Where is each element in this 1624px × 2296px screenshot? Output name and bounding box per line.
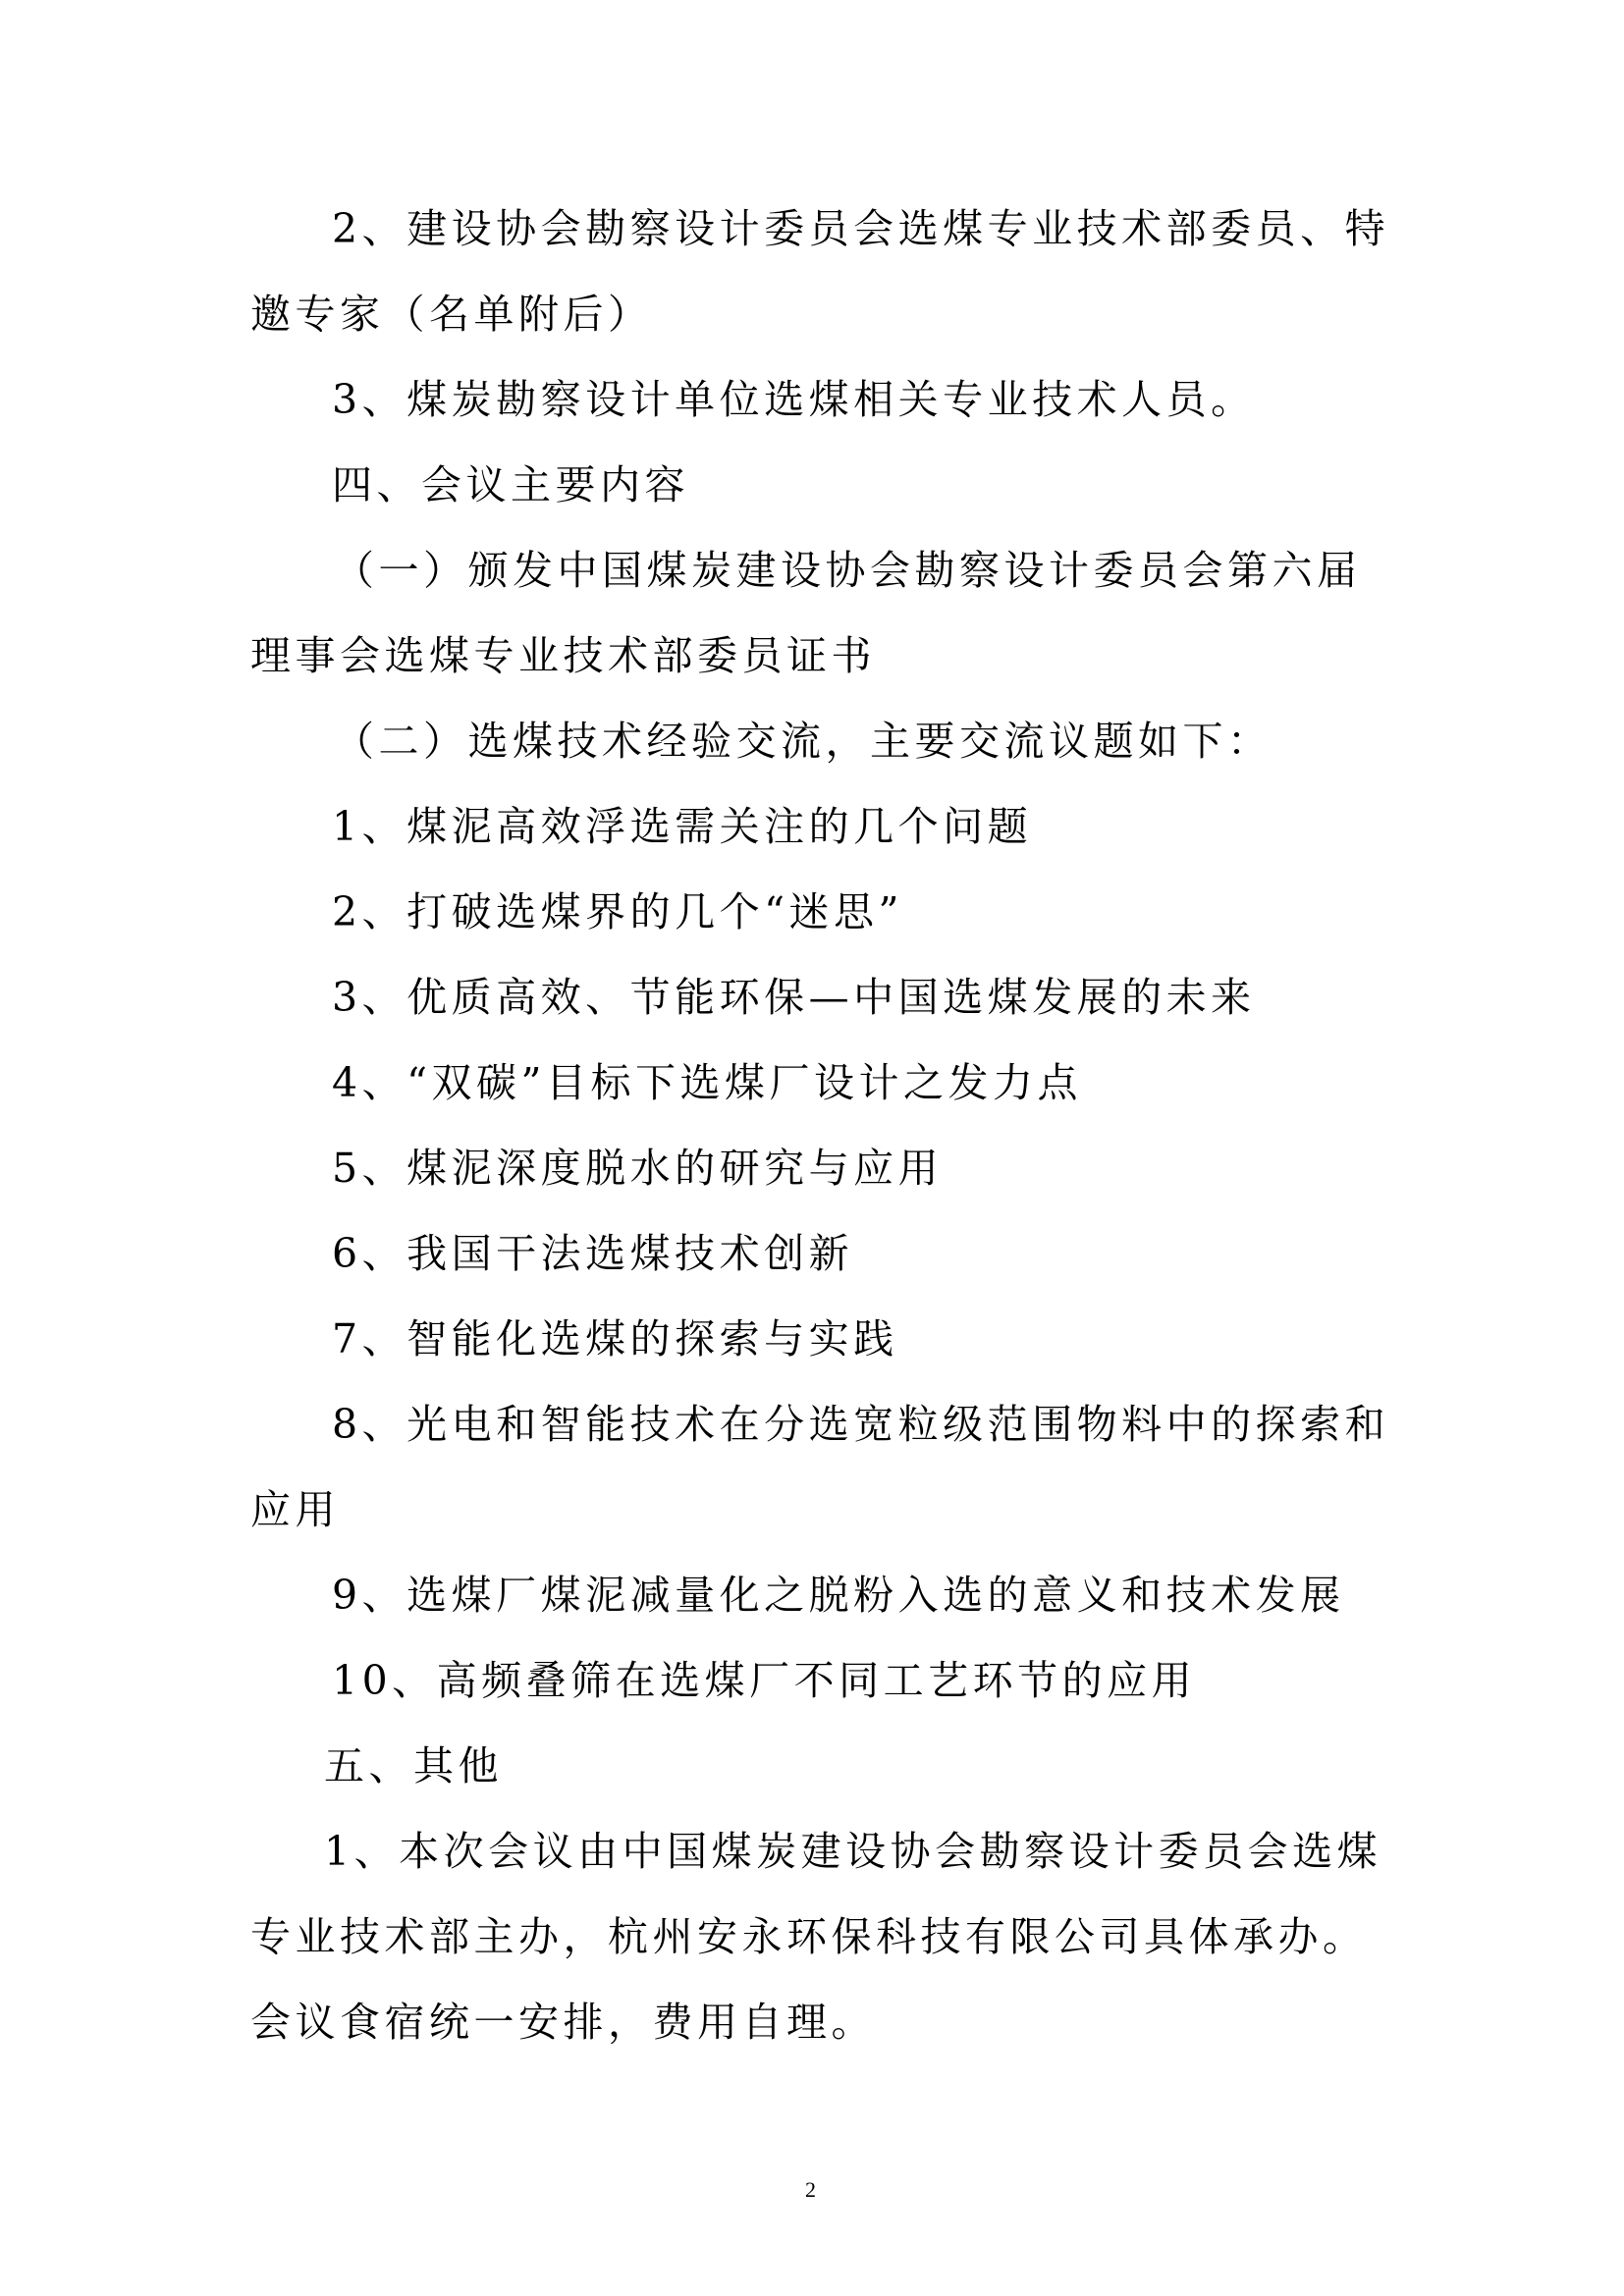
- subsection-heading: （一）颁发中国煤炭建设协会勘察设计委员会第六届: [334, 547, 1362, 594]
- text-line: 理事会选煤专业技术部委员证书: [250, 632, 876, 679]
- text-line: 会议食宿统一安排，费用自理。: [250, 1999, 876, 2046]
- list-item: 4、“双碳”目标下选煤厂设计之发力点: [332, 1059, 1083, 1106]
- text-line: 应用: [250, 1486, 340, 1533]
- text-line: 邀专家（名单附后）: [250, 291, 653, 338]
- list-item: 9、选煤厂煤泥减量化之脱粉入选的意义和技术发展: [332, 1572, 1345, 1619]
- list-item: 6、我国干法选煤技术创新: [332, 1230, 854, 1277]
- text-line: 专业技术部主办，杭州安永环保科技有限公司具体承办。: [250, 1913, 1368, 1960]
- section-heading: 四、会议主要内容: [332, 461, 689, 508]
- text-line: 1、本次会议由中国煤炭建设协会勘察设计委员会选煤: [324, 1828, 1382, 1875]
- list-item: 10、高频叠筛在选煤厂不同工艺环节的应用: [332, 1657, 1197, 1704]
- text-line: 3、煤炭勘察设计单位选煤相关专业技术人员。: [332, 376, 1256, 423]
- list-item: 8、光电和智能技术在分选宽粒级范围物料中的探索和: [332, 1401, 1390, 1448]
- subsection-heading: （二）选煤技术经验交流，主要交流议题如下：: [334, 718, 1272, 765]
- list-item: 1、煤泥高效浮选需关注的几个问题: [332, 803, 1033, 850]
- section-heading: 五、其他: [324, 1742, 503, 1789]
- list-item: 3、优质高效、节能环保—中国选煤发展的未来: [332, 974, 1256, 1021]
- list-item: 5、煤泥深度脱水的研究与应用: [332, 1145, 944, 1192]
- list-item: 7、智能化选煤的探索与实践: [332, 1315, 898, 1362]
- list-item: 2、打破选煤界的几个“迷思”: [332, 888, 904, 935]
- page-number: 2: [805, 2177, 816, 2202]
- text-line: 2、建设协会勘察设计委员会选煤专业技术部委员、特: [332, 205, 1390, 252]
